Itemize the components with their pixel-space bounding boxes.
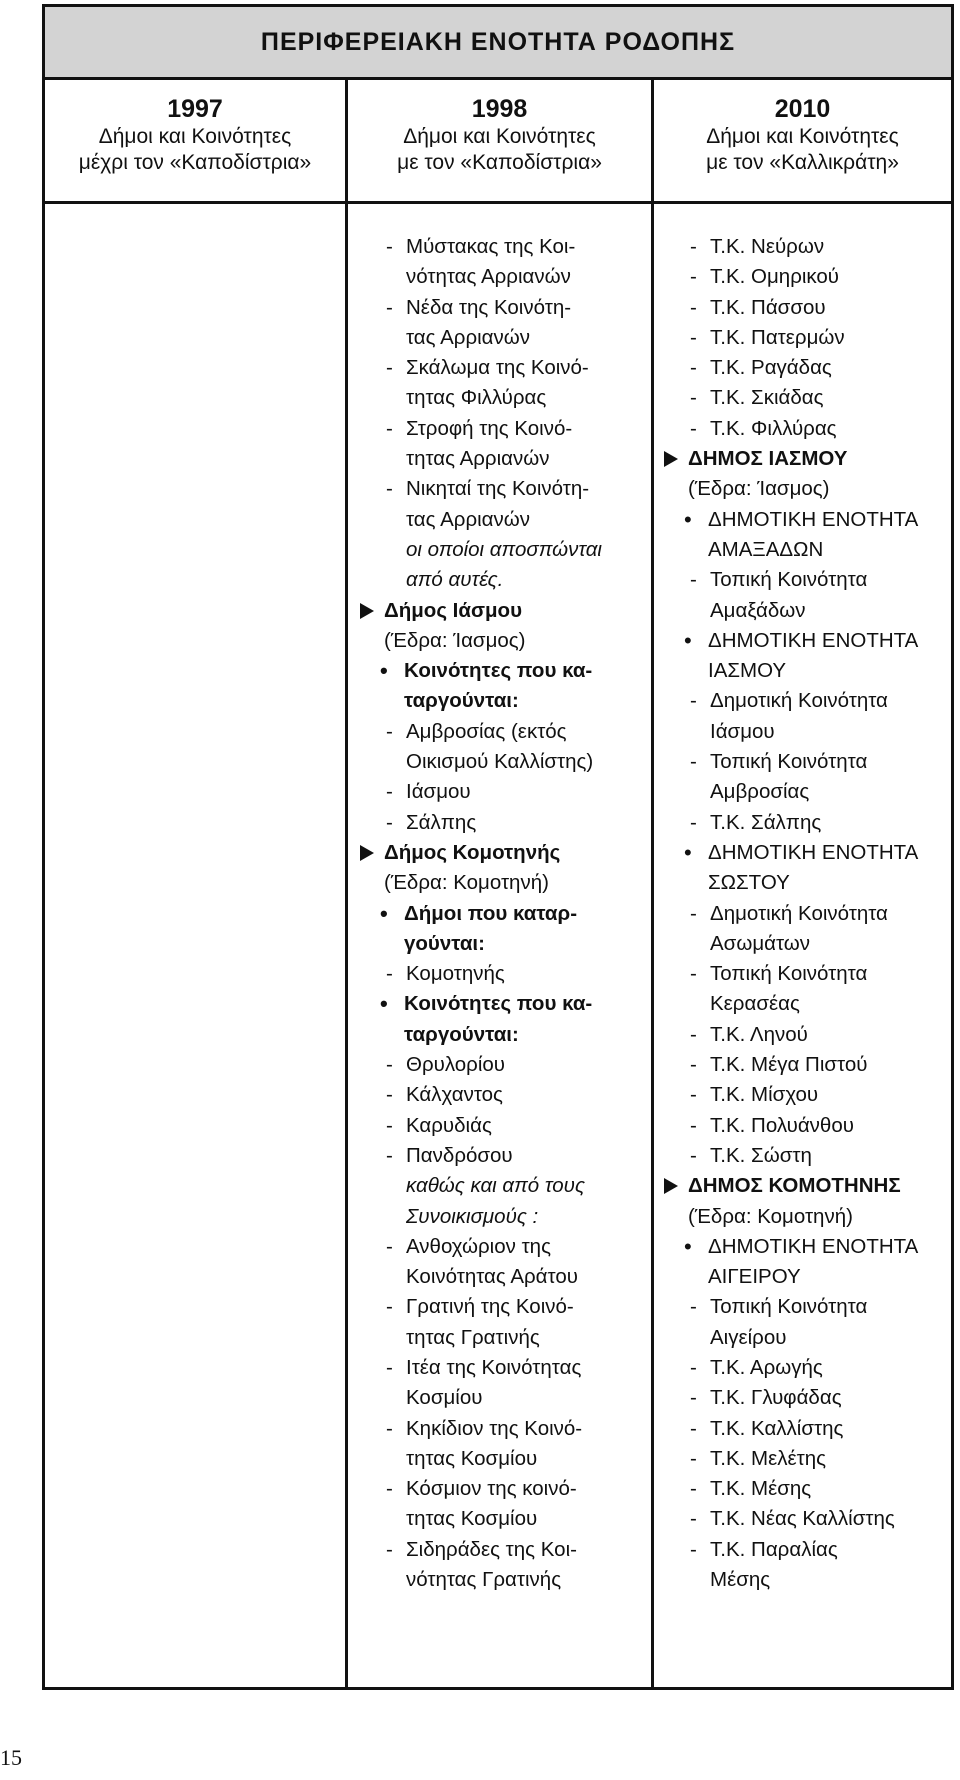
list-item-text: Τ.Κ. Ραγάδας bbox=[710, 356, 832, 380]
dash-marker: - bbox=[690, 1295, 697, 1319]
unit-name-text: ΙΑΣΜΟΥ bbox=[708, 659, 787, 683]
dash-marker: - bbox=[386, 1295, 393, 1319]
dash-marker: - bbox=[386, 719, 393, 743]
dash-marker: - bbox=[690, 750, 697, 774]
dash-marker: - bbox=[690, 386, 697, 410]
dash-marker: - bbox=[386, 295, 393, 319]
dash-marker: - bbox=[690, 1083, 697, 1107]
list-item bbox=[664, 1535, 950, 1565]
list-item-text: Θρυλορίου bbox=[406, 1053, 505, 1077]
list-item-text: Στροφή της Κοινό- bbox=[406, 416, 573, 440]
arrow-bullet-icon bbox=[664, 451, 678, 467]
header-year: 1997 bbox=[167, 95, 223, 123]
unit-name bbox=[664, 1262, 950, 1292]
unit-name-text: ΣΩΣΤΟΥ bbox=[708, 871, 790, 895]
dash-marker: - bbox=[690, 901, 697, 925]
note-text-text: από αυτές. bbox=[406, 568, 504, 592]
list-item-text: Πανδρόσου bbox=[406, 1143, 513, 1167]
list-item bbox=[360, 353, 646, 383]
list-item-text: Τοπική Κοινότητα bbox=[710, 750, 868, 774]
note-text bbox=[360, 1202, 646, 1232]
dash-marker: - bbox=[386, 1083, 393, 1107]
list-item bbox=[360, 1292, 646, 1322]
dash-marker: - bbox=[690, 1113, 697, 1137]
list-item bbox=[664, 1414, 950, 1444]
list-item-text: Τ.Κ. Μέσης bbox=[710, 1477, 812, 1501]
list-item bbox=[360, 959, 646, 989]
list-item bbox=[360, 444, 646, 474]
list-item-text: Τ.Κ. Νέας Καλλίστης bbox=[710, 1507, 895, 1531]
list-item bbox=[664, 1383, 950, 1413]
list-item-text: τητας Κοσμίου bbox=[406, 1507, 538, 1531]
list-item-text: νότητας Γρατινής bbox=[406, 1568, 562, 1592]
list-item-text: Τ.Κ. Φιλλύρας bbox=[710, 416, 837, 440]
bullet-heading bbox=[360, 989, 646, 1019]
list-item-text: Τ.Κ. Νεύρων bbox=[710, 235, 825, 258]
list-item bbox=[664, 1444, 950, 1474]
list-item bbox=[360, 1444, 646, 1474]
list-item-text: Τ.Κ. Πολυάνθου bbox=[710, 1113, 854, 1137]
bullet-heading bbox=[360, 1020, 646, 1050]
list-item-text: Τ.Κ. Πατερμών bbox=[710, 325, 845, 349]
table-body-row bbox=[45, 204, 951, 1687]
list-item bbox=[360, 1414, 646, 1444]
list-item-text: Σιδηράδες της Κοι- bbox=[406, 1537, 577, 1561]
list-item-text: Δημοτική Κοινότητα bbox=[710, 689, 888, 713]
municipality-title bbox=[664, 444, 950, 474]
dash-marker: - bbox=[690, 325, 697, 349]
list-item-text: Τοπική Κοινότητα bbox=[710, 962, 868, 986]
unit-name-text: ΔΗΜΟΤΙΚΗ ΕΝΟΤΗΤΑ bbox=[708, 628, 919, 652]
municipality-seat-text: (Έδρα: Ίασμος) bbox=[384, 628, 526, 652]
municipality-seat bbox=[360, 868, 646, 898]
list-item bbox=[664, 414, 950, 444]
list-item-text: Ιάσμου bbox=[710, 719, 775, 743]
unit-name bbox=[664, 505, 950, 535]
header-subtitle: Δήμοι και Κοινότητες bbox=[403, 125, 596, 148]
list-item-text: Κόσμιον της κοινό- bbox=[406, 1477, 577, 1501]
list-item bbox=[664, 1504, 950, 1534]
list-item-text: τητας Γρατινής bbox=[406, 1325, 540, 1349]
bullet-heading-text: ταργούνται: bbox=[404, 689, 519, 713]
header-1998 bbox=[348, 80, 654, 201]
list-item-text: τας Αρριανών bbox=[406, 507, 531, 531]
list-item-text: τητας Φιλλύρας bbox=[406, 386, 547, 410]
dash-marker: - bbox=[690, 1477, 697, 1501]
list-item bbox=[360, 1565, 646, 1595]
list-item-text: Γρατινή της Κοινό- bbox=[406, 1295, 574, 1319]
bullet-heading-text: Δήμοι που καταρ- bbox=[404, 901, 578, 925]
municipality-seat bbox=[664, 1202, 950, 1232]
list-item bbox=[360, 1262, 646, 1292]
dash-marker: - bbox=[386, 780, 393, 804]
list-item bbox=[664, 808, 950, 838]
dash-marker: - bbox=[690, 1386, 697, 1410]
municipality-title-text: ΔΗΜΟΣ ΚΟΜΟΤΗΝΗΣ bbox=[688, 1174, 901, 1198]
list-item-text: Τ.Κ. Γλυφάδας bbox=[710, 1386, 842, 1410]
column-1997-body bbox=[45, 204, 348, 1687]
unit-name bbox=[664, 626, 950, 656]
header-subtitle: Δήμοι και Κοινότητες bbox=[98, 125, 292, 148]
dash-marker: - bbox=[386, 1053, 393, 1077]
dash-marker: - bbox=[690, 1446, 697, 1470]
dash-marker: - bbox=[690, 1416, 697, 1440]
header-2010 bbox=[654, 80, 951, 201]
unit-name-text: ΔΗΜΟΤΙΚΗ ΕΝΟΤΗΤΑ bbox=[708, 840, 919, 864]
list-item-text: τητας Αρριανών bbox=[406, 447, 550, 471]
list-item bbox=[664, 596, 950, 626]
table-header-row bbox=[45, 80, 951, 204]
bullet-icon: • bbox=[684, 839, 692, 865]
page-number: 15 bbox=[0, 1745, 22, 1770]
bullet-icon: • bbox=[684, 1233, 692, 1259]
bullet-icon: • bbox=[380, 658, 388, 684]
unit-name bbox=[664, 868, 950, 898]
list-item bbox=[360, 1050, 646, 1080]
header-year: 1998 bbox=[471, 95, 528, 123]
list-item-text: Τ.Κ. Σώστη bbox=[710, 1143, 812, 1167]
list-item-text: Αμβροσίας bbox=[710, 780, 810, 804]
list-item bbox=[360, 777, 646, 807]
list-item-text: Κοινότητας Αράτου bbox=[406, 1265, 578, 1289]
list-item-text: Κάλχαντος bbox=[406, 1083, 503, 1107]
dash-marker: - bbox=[690, 810, 697, 834]
header-year: 2010 bbox=[774, 95, 831, 123]
header-1997 bbox=[45, 80, 348, 201]
dash-marker: - bbox=[690, 416, 697, 440]
list-item-text: Τ.Κ. Ομηρικού bbox=[710, 265, 840, 289]
unit-name bbox=[664, 656, 950, 686]
list-item bbox=[360, 1232, 646, 1262]
dash-marker: - bbox=[386, 962, 393, 986]
list-item bbox=[664, 383, 950, 413]
municipality-title bbox=[360, 596, 646, 626]
municipality-title-text: ΔΗΜΟΣ ΙΑΣΜΟΥ bbox=[688, 447, 848, 471]
list-item bbox=[360, 1111, 646, 1141]
bullet-heading bbox=[360, 929, 646, 959]
bullet-icon: • bbox=[684, 506, 692, 532]
list-item bbox=[360, 474, 646, 504]
list-item bbox=[360, 747, 646, 777]
list-item bbox=[664, 232, 950, 262]
list-item bbox=[360, 717, 646, 747]
list-item-text: νότητας Αρριανών bbox=[406, 265, 571, 289]
list-item-text: Σκάλωμα της Κοινό- bbox=[406, 356, 589, 380]
list-item bbox=[664, 353, 950, 383]
list-item bbox=[664, 929, 950, 959]
bullet-heading-text: Κοινότητες που κα- bbox=[404, 992, 593, 1016]
dash-marker: - bbox=[386, 477, 393, 501]
municipality-title-text: Δήμος Ιάσμου bbox=[384, 598, 522, 622]
bullet-heading bbox=[360, 686, 646, 716]
list-item-text: Μέσης bbox=[710, 1568, 771, 1592]
dash-marker: - bbox=[690, 1053, 697, 1077]
unit-name-text: ΔΗΜΟΤΙΚΗ ΕΝΟΤΗΤΑ bbox=[708, 1234, 919, 1258]
note-text bbox=[360, 535, 646, 565]
dash-marker: - bbox=[690, 1355, 697, 1379]
list-item-text: Ιτέα της Κοινότητας bbox=[406, 1355, 582, 1379]
arrow-bullet-icon bbox=[360, 845, 374, 861]
municipality-seat bbox=[360, 626, 646, 656]
list-item-text: Δημοτική Κοινότητα bbox=[710, 901, 888, 925]
list-item-text: Τ.Κ. Ληνού bbox=[710, 1022, 808, 1046]
list-item bbox=[360, 505, 646, 535]
list-item bbox=[664, 717, 950, 747]
list-item-text: Ανθοχώριον της bbox=[406, 1234, 551, 1258]
arrow-bullet-icon bbox=[664, 1178, 678, 1194]
list-item bbox=[664, 1141, 950, 1171]
list-item-text: Νέδα της Κοινότη- bbox=[406, 295, 572, 319]
list-item-text: τητας Κοσμίου bbox=[406, 1446, 538, 1470]
list-item bbox=[360, 262, 646, 292]
dash-marker: - bbox=[690, 689, 697, 713]
list-item bbox=[664, 1080, 950, 1110]
dash-marker: - bbox=[386, 1143, 393, 1167]
dash-marker: - bbox=[690, 265, 697, 289]
dash-marker: - bbox=[690, 1507, 697, 1531]
dash-marker: - bbox=[386, 1355, 393, 1379]
list-item-text: Αμβροσίας (εκτός bbox=[406, 719, 567, 743]
unit-name-text: ΑΙΓΕΙΡΟΥ bbox=[708, 1265, 801, 1289]
note-text bbox=[360, 565, 646, 595]
bullet-heading bbox=[360, 656, 646, 686]
list-item-text: Τ.Κ. Σάλπης bbox=[710, 810, 822, 834]
dash-marker: - bbox=[386, 1416, 393, 1440]
bullet-icon: • bbox=[684, 627, 692, 653]
list-item bbox=[664, 262, 950, 292]
note-text-text: Συνοικισμούς : bbox=[406, 1204, 539, 1228]
municipality-seat-text: (Έδρα: Κομοτηνή) bbox=[688, 1204, 853, 1228]
list-item bbox=[664, 1050, 950, 1080]
dash-marker: - bbox=[690, 568, 697, 592]
list-item bbox=[360, 1141, 646, 1171]
table-title-row bbox=[45, 7, 951, 80]
list-item bbox=[664, 747, 950, 777]
list-item bbox=[360, 293, 646, 323]
municipality-seat-text: (Έδρα: Ίασμος) bbox=[688, 477, 830, 501]
list-item-text: Κοσμίου bbox=[406, 1386, 483, 1410]
list-item bbox=[360, 1323, 646, 1353]
unit-name bbox=[664, 535, 950, 565]
unit-name-text: ΔΗΜΟΤΙΚΗ ΕΝΟΤΗΤΑ bbox=[708, 507, 919, 531]
municipality-seat-text: (Έδρα: Κομοτηνή) bbox=[384, 871, 549, 895]
column-2010-content bbox=[664, 232, 950, 1595]
list-item-text: Μύστακας της Κοι- bbox=[406, 235, 576, 258]
list-item bbox=[360, 323, 646, 353]
note-text bbox=[360, 1171, 646, 1201]
list-item-text: Τ.Κ. Πάσσου bbox=[710, 295, 826, 319]
header-subtitle: με τον «Καλλικράτη» bbox=[706, 151, 899, 174]
list-item bbox=[360, 1383, 646, 1413]
dash-marker: - bbox=[690, 1537, 697, 1561]
dash-marker: - bbox=[690, 235, 697, 258]
list-item bbox=[360, 1504, 646, 1534]
municipality-title bbox=[664, 1171, 950, 1201]
list-item-text: Οικισμού Καλλίστης) bbox=[406, 750, 594, 774]
municipality-seat bbox=[664, 474, 950, 504]
list-item-text: Ασωμάτων bbox=[710, 931, 811, 955]
municipality-title bbox=[360, 838, 646, 868]
dash-marker: - bbox=[690, 295, 697, 319]
dash-marker: - bbox=[386, 1113, 393, 1137]
header-subtitle: μέχρι τον «Καποδίστρια» bbox=[78, 151, 312, 174]
municipalities-table bbox=[42, 4, 954, 1690]
dash-marker: - bbox=[690, 962, 697, 986]
list-item bbox=[664, 989, 950, 1019]
list-item bbox=[664, 899, 950, 929]
dash-marker: - bbox=[690, 1143, 697, 1167]
dash-marker: - bbox=[386, 1537, 393, 1561]
list-item-text: Τ.Κ. Μέγα Πιστού bbox=[710, 1053, 868, 1077]
note-text-text: καθώς και από τους bbox=[406, 1174, 585, 1198]
list-item bbox=[360, 1474, 646, 1504]
list-item-text: τας Αρριανών bbox=[406, 325, 531, 349]
list-item-text: Τ.Κ. Αρωγής bbox=[710, 1355, 823, 1379]
dash-marker: - bbox=[690, 1022, 697, 1046]
list-item bbox=[360, 1535, 646, 1565]
bullet-heading bbox=[360, 899, 646, 929]
list-item bbox=[664, 323, 950, 353]
arrow-bullet-icon bbox=[360, 603, 374, 619]
dash-marker: - bbox=[386, 416, 393, 440]
dash-marker: - bbox=[386, 1234, 393, 1258]
unit-name bbox=[664, 1232, 950, 1262]
list-item-text: Κηκίδιον της Κοινό- bbox=[406, 1416, 583, 1440]
column-2010-body bbox=[654, 204, 951, 1687]
bullet-heading-text: γούνται: bbox=[404, 931, 485, 955]
list-item-text: Τ.Κ. Μίσχου bbox=[710, 1083, 819, 1107]
dash-marker: - bbox=[690, 356, 697, 380]
list-item bbox=[664, 1474, 950, 1504]
dash-marker: - bbox=[386, 810, 393, 834]
list-item-text: Σάλπης bbox=[406, 810, 477, 834]
list-item bbox=[664, 1111, 950, 1141]
list-item bbox=[664, 1292, 950, 1322]
list-item bbox=[360, 383, 646, 413]
header-subtitle: Δήμοι και Κοινότητες bbox=[706, 125, 899, 148]
dash-marker: - bbox=[386, 1477, 393, 1501]
list-item-text: Τ.Κ. Παραλίας bbox=[710, 1537, 838, 1561]
column-1998-content bbox=[360, 232, 646, 1595]
list-item-text: Τ.Κ. Σκιάδας bbox=[710, 386, 824, 410]
bullet-heading-text: ταργούνται: bbox=[404, 1022, 519, 1046]
list-item-text: Τοπική Κοινότητα bbox=[710, 1295, 868, 1319]
bullet-icon: • bbox=[380, 991, 388, 1017]
column-1998-body bbox=[348, 204, 654, 1687]
header-subtitle: με τον «Καποδίστρια» bbox=[397, 151, 602, 174]
list-item-text: Τ.Κ. Καλλίστης bbox=[710, 1416, 844, 1440]
list-item-text: Αιγείρου bbox=[710, 1325, 787, 1349]
list-item-text: Κομοτηνής bbox=[406, 962, 505, 986]
table-title: ΠΕΡΙΦΕΡΕΙΑΚΗ ΕΝΟΤΗΤΑ ΡΟΔΟΠΗΣ bbox=[260, 27, 736, 56]
unit-name-text: ΑΜΑΞΑΔΩΝ bbox=[708, 537, 824, 561]
list-item-text: Ιάσμου bbox=[406, 780, 471, 804]
list-item bbox=[360, 1080, 646, 1110]
list-item bbox=[664, 293, 950, 323]
list-item bbox=[664, 777, 950, 807]
list-item bbox=[360, 808, 646, 838]
list-item bbox=[360, 1353, 646, 1383]
dash-marker: - bbox=[386, 356, 393, 380]
list-item bbox=[664, 686, 950, 716]
list-item-text: Αμαξάδων bbox=[710, 598, 806, 622]
municipality-title-text: Δήμος Κομοτηνής bbox=[384, 840, 561, 864]
dash-marker: - bbox=[386, 235, 393, 258]
list-item bbox=[664, 959, 950, 989]
list-item-text: Τ.Κ. Μελέτης bbox=[710, 1446, 827, 1470]
list-item-text: Καρυδιάς bbox=[406, 1113, 492, 1137]
unit-name bbox=[664, 838, 950, 868]
list-item-text: Νικηταί της Κοινότη- bbox=[406, 477, 590, 501]
list-item bbox=[360, 232, 646, 262]
list-item bbox=[664, 1565, 950, 1595]
list-item bbox=[664, 1353, 950, 1383]
list-item bbox=[664, 565, 950, 595]
list-item-text: Κερασέας bbox=[710, 992, 800, 1016]
list-item bbox=[664, 1020, 950, 1050]
bullet-icon: • bbox=[380, 900, 388, 926]
bullet-heading-text: Κοινότητες που κα- bbox=[404, 659, 593, 683]
list-item bbox=[360, 414, 646, 444]
list-item-text: Τοπική Κοινότητα bbox=[710, 568, 868, 592]
note-text-text: οι οποίοι αποσπώνται bbox=[406, 537, 602, 561]
list-item bbox=[664, 1323, 950, 1353]
